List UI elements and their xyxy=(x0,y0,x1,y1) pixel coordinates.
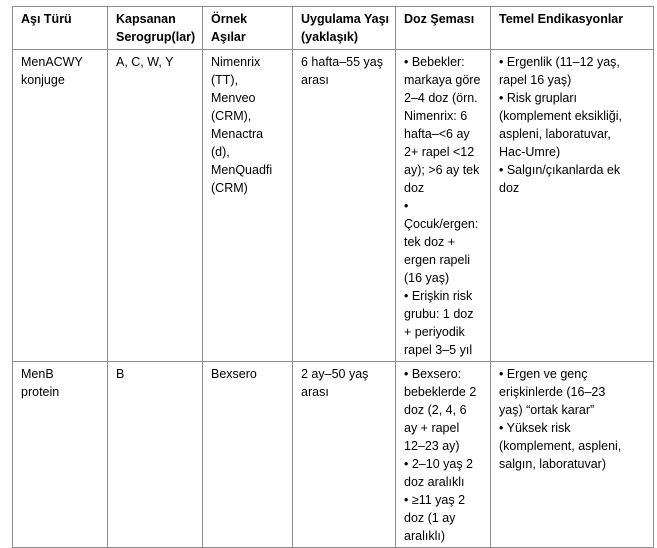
header-application-age: Uygulama Yaşı (yaklaşık) xyxy=(293,7,396,50)
schedule-item: • Bexsero: bebeklerde 2 doz (2, 4, 6 ay + rapel 12–23 ay) xyxy=(404,367,477,453)
header-row xyxy=(13,7,654,50)
header-serogroups: Kapsanan Serogrup(lar) xyxy=(108,7,203,50)
cell-serogroups: A, C, W, Y xyxy=(108,50,203,362)
schedule-item: • Erişkin risk grubu: 1 doz + periyodik rapel 3–5 yıl xyxy=(404,289,474,357)
schedule-item: • ≥11 yaş 2 doz (1 ay aralıklı) xyxy=(404,493,466,543)
table-row xyxy=(13,362,654,548)
header-vaccine-type: Aşı Türü xyxy=(13,7,108,50)
cell-indications xyxy=(491,50,654,362)
header-example-vaccines: Örnek Aşılar xyxy=(203,7,293,50)
cell-dose-schedule xyxy=(396,50,491,362)
vaccine-table xyxy=(12,6,654,548)
cell-vaccine-type: MenACWY konjuge xyxy=(13,50,108,362)
cell-application-age: 6 hafta–55 yaş arası xyxy=(293,50,396,362)
cell-application-age: 2 ay–50 yaş arası xyxy=(293,362,396,548)
header-dose-schedule: Doz Şeması xyxy=(396,7,491,50)
cell-serogroups: B xyxy=(108,362,203,548)
indication-item: • Salgın/çıkanlarda ek doz xyxy=(499,163,621,195)
cell-example-vaccines: Nimenrix (TT), Menveo (CRM), Menactra (d), MenQuadfi (CRM) xyxy=(203,50,293,362)
table-row xyxy=(13,50,654,362)
cell-dose-schedule xyxy=(396,362,491,548)
cell-indications xyxy=(491,362,654,548)
schedule-item: • 2–10 yaş 2 doz aralıklı xyxy=(404,457,474,489)
cell-example-vaccines: Bexsero xyxy=(203,362,293,548)
cell-vaccine-type: MenB protein xyxy=(13,362,108,548)
indication-item: • Ergen ve genç erişkinlerde (16–23 yaş) “ortak karar” xyxy=(499,367,606,417)
indication-item: • Yüksek risk (komplement, aspleni, salgın, laboratuvar) xyxy=(499,421,622,471)
indication-item: • Ergenlik (11–12 yaş, rapel 16 yaş) xyxy=(499,55,620,87)
schedule-item: • Çocuk/ergen: tek doz + ergen rapeli (16 yaş) xyxy=(404,199,479,285)
header-indications: Temel Endikasyonlar xyxy=(491,7,654,50)
indication-item: • Risk grupları (komplement eksikliği, aspleni, laboratuvar, Hac-Umre) xyxy=(499,91,622,159)
schedule-item: • Bebekler: markaya göre 2–4 doz (örn. Nimenrix: 6 hafta–<6 ay 2+ rapel <12 ay); >6 ay tek doz xyxy=(404,55,481,195)
